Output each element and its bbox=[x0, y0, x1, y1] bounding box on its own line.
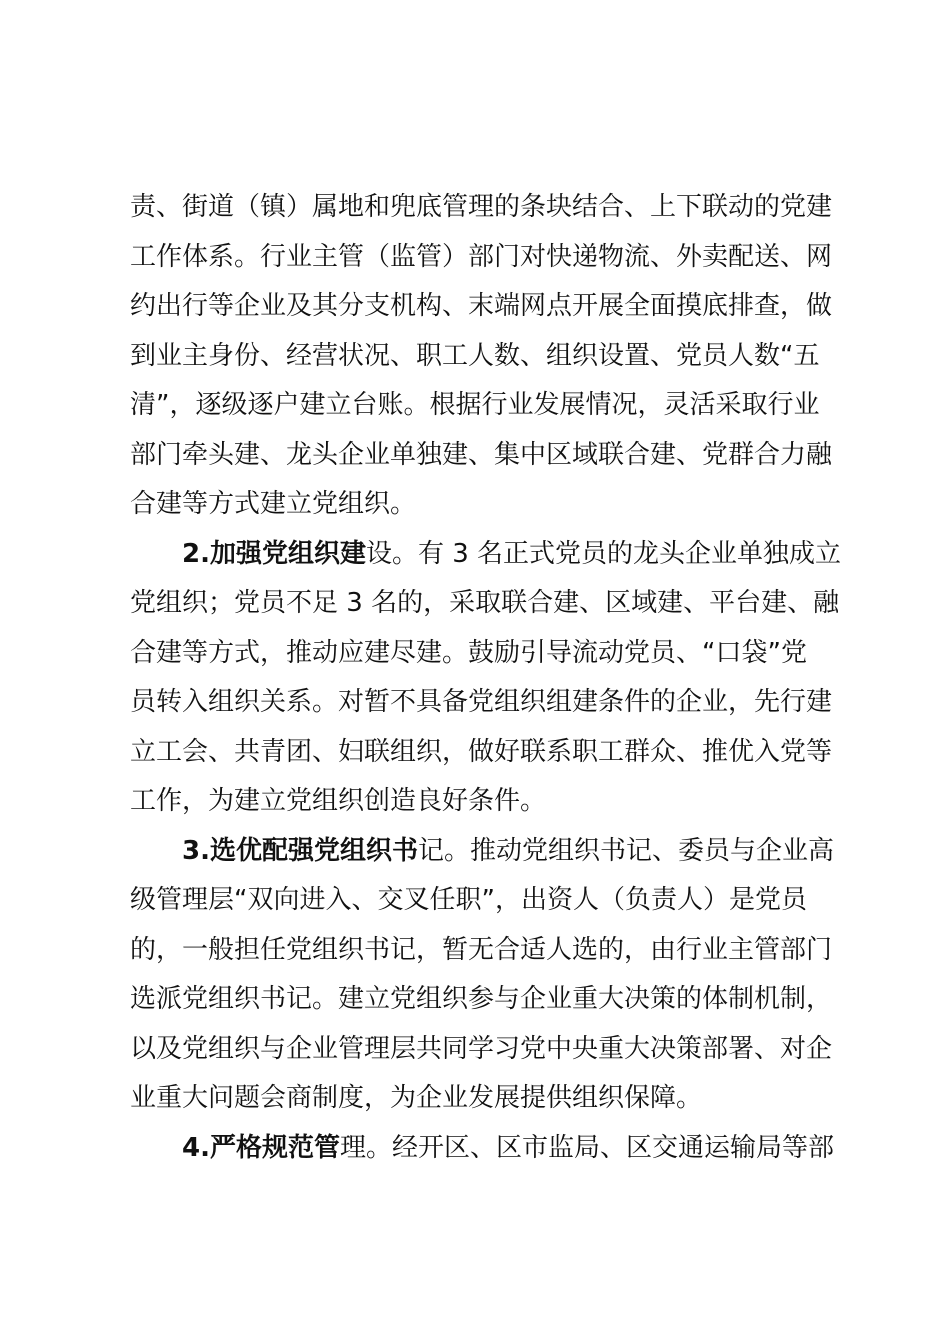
paragraph-line: 选派党组织书记。建立党组织参与企业重大决策的体制机制， bbox=[130, 984, 833, 1014]
section-3-first-line bbox=[130, 827, 834, 877]
paragraph-line: 合建等方式建立党组织。 bbox=[130, 489, 417, 519]
paragraph-line: 责、街道（镇）属地和兜底管理的条块结合、上下联动的党建 bbox=[130, 192, 833, 222]
paragraph-line: 部门牵头建、龙头企业单独建、集中区域联合建、党群合力融 bbox=[130, 439, 833, 470]
document-body bbox=[130, 183, 842, 1173]
paragraph-line: 到业主身份、经营状况、职工人数、组织设置、党员人数“五 bbox=[130, 340, 820, 371]
section-2-heading: 2.加强党组织建 bbox=[182, 538, 366, 569]
section-4-text: 理。经开区、区市监局、区交通运输局等部 bbox=[339, 1132, 834, 1163]
paragraph-line: 工作体系。行业主管（监管）部门对快递物流、外卖配送、网 bbox=[130, 241, 833, 272]
section-2-first-line bbox=[130, 530, 842, 580]
section-4-first-line bbox=[130, 1124, 834, 1174]
paragraph-line: 员转入组织关系。对暂不具备党组织组建条件的企业，先行建 bbox=[130, 687, 833, 717]
section-2-text: 设。有 3 名正式党员的龙头企业单独成立 bbox=[365, 538, 842, 569]
paragraph-line: 工作，为建立党组织创造良好条件。 bbox=[130, 786, 547, 816]
paragraph-line: 合建等方式，推动应建尽建。鼓励引导流动党员、“口袋”党 bbox=[130, 637, 807, 668]
paragraph-line: 级管理层“双向进入、交叉任职”，出资人（负责人）是党员 bbox=[130, 885, 807, 915]
paragraph-line: 以及党组织与企业管理层共同学习党中央重大决策部署、对企 bbox=[130, 1033, 833, 1064]
section-3-heading: 3.选优配强党组织书 bbox=[182, 835, 418, 866]
paragraph-line: 清”，逐级逐户建立台账。根据行业发展情况，灵活采取行业 bbox=[130, 390, 820, 420]
section-4-heading: 4.严格规范管 bbox=[182, 1132, 340, 1163]
paragraph-line: 约出行等企业及其分支机构、末端网点开展全面摸底排查，做 bbox=[130, 291, 833, 321]
section-3-text: 记。推动党组织书记、委员与企业高 bbox=[417, 835, 834, 866]
paragraph-line: 立工会、共青团、妇联组织，做好联系职工群众、推优入党等 bbox=[130, 736, 833, 767]
paragraph-line: 业重大问题会商制度，为企业发展提供组织保障。 bbox=[130, 1083, 703, 1113]
paragraph-line: 的，一般担任党组织书记，暂无合适人选的，由行业主管部门 bbox=[130, 934, 833, 965]
paragraph-line: 党组织；党员不足 3 名的，采取联合建、区域建、平台建、融 bbox=[130, 588, 840, 618]
